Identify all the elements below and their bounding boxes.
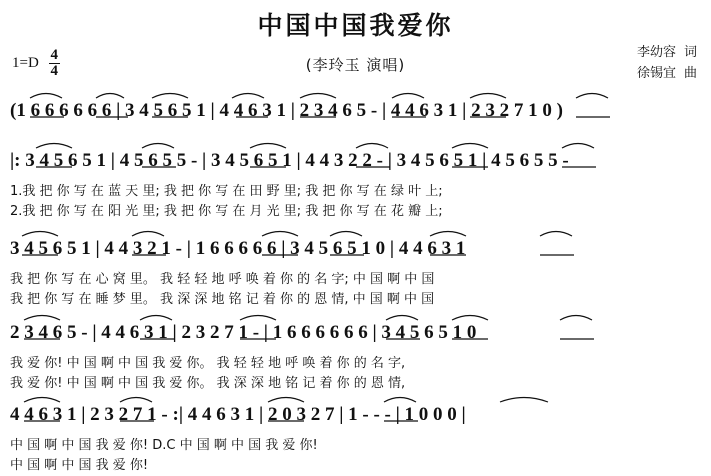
- score-line-5-lyric-verse1: 中 国 啊 中 国 我 爱 你! D.C 中 国 啊 中 国 我 爱 你!: [10, 438, 318, 453]
- score-line-4-notes: 2 3 4 6 5 - | 4 4 6 3 1 | 2 3 2 7 1 - | 1 6 6 6 6 6 6 | 3 4 5 6 5 1 0: [10, 322, 477, 343]
- singer-credit: (李玲玉 演唱): [305, 56, 406, 74]
- score-line-5-notes: 4 4 6 3 1 | 2 3 2 7 1 - :| 4 4 6 3 1 | 2 0 3 2 7 | 1 - - - | 1 0 0 0 |: [10, 404, 466, 425]
- score-line-2-notes: |: 3 4 5 6 5 1 | 4 5 6 5 5 - | 3 4 5 6 5 1 | 4 4 3 2 2 - | 3 4 5 6 5 1 | 4 5 6 5 5 -: [10, 150, 569, 171]
- time-signature: [49, 48, 61, 79]
- composer-name: 徐锡宜: [636, 66, 676, 82]
- key-label: 1=D: [12, 54, 39, 71]
- composer-credit: [637, 63, 697, 84]
- key-signature: [12, 48, 60, 79]
- lyricist-name: 李幼容: [636, 45, 676, 60]
- score-line-4-lyric-verse2: 我 爱 你! 中 国 啊 中 国 我 爱 你。 我 深 深 地 铭 记 着 你 的 恩 情,: [10, 376, 406, 391]
- lyricist-role: 词: [683, 45, 697, 60]
- score-line-2-lyric-verse1: 1.我 把 你 写 在 蓝 天 里; 我 把 你 写 在 田 野 里; 我 把 你 写 在 绿 叶 上;: [10, 184, 443, 199]
- score-line-3-lyric-verse1: 我 把 你 写 在 心 窝 里。 我 轻 轻 地 呼 唤 着 你 的 名 字; 中 国 啊 中 国: [10, 272, 435, 287]
- composer-role: 曲: [683, 66, 697, 82]
- credits: [637, 42, 697, 85]
- lyricist-credit: [637, 42, 697, 63]
- score-line-1-notes: (1 6 6 6 6 6 6 | 3 4 5 6 5 1 | 4 4 6 3 1 | 2 3 4 6 5 - | 4 4 6 3 1 | 2 3 2 7 1 0 ): [10, 100, 563, 121]
- score-line-2-lyric-verse2: 2.我 把 你 写 在 阳 光 里; 我 把 你 写 在 月 光 里; 我 把 你 写 在 花 瓣 上;: [10, 204, 443, 219]
- score-line-4-lyric-verse1: 我 爱 你! 中 国 啊 中 国 我 爱 你。 我 轻 轻 地 呼 唤 着 你 的 名 字,: [10, 356, 406, 371]
- time-signature-denominator: 4: [50, 63, 59, 79]
- page-title: 中国中国我爱你: [257, 11, 454, 40]
- score-line-3-lyric-verse2: 我 把 你 写 在 睡 梦 里。 我 深 深 地 铭 记 着 你 的 恩 情, 中 国 啊 中 国: [10, 292, 435, 307]
- time-signature-numerator: 4: [50, 47, 59, 63]
- score-line-5-lyric-verse2: 中 国 啊 中 国 我 爱 你!: [10, 458, 149, 473]
- score-line-3-notes: 3 4 5 6 5 1 | 4 4 3 2 1 - | 1 6 6 6 6 6 | 3 4 5 6 5 1 0 | 4 4 6 3 1: [10, 238, 466, 259]
